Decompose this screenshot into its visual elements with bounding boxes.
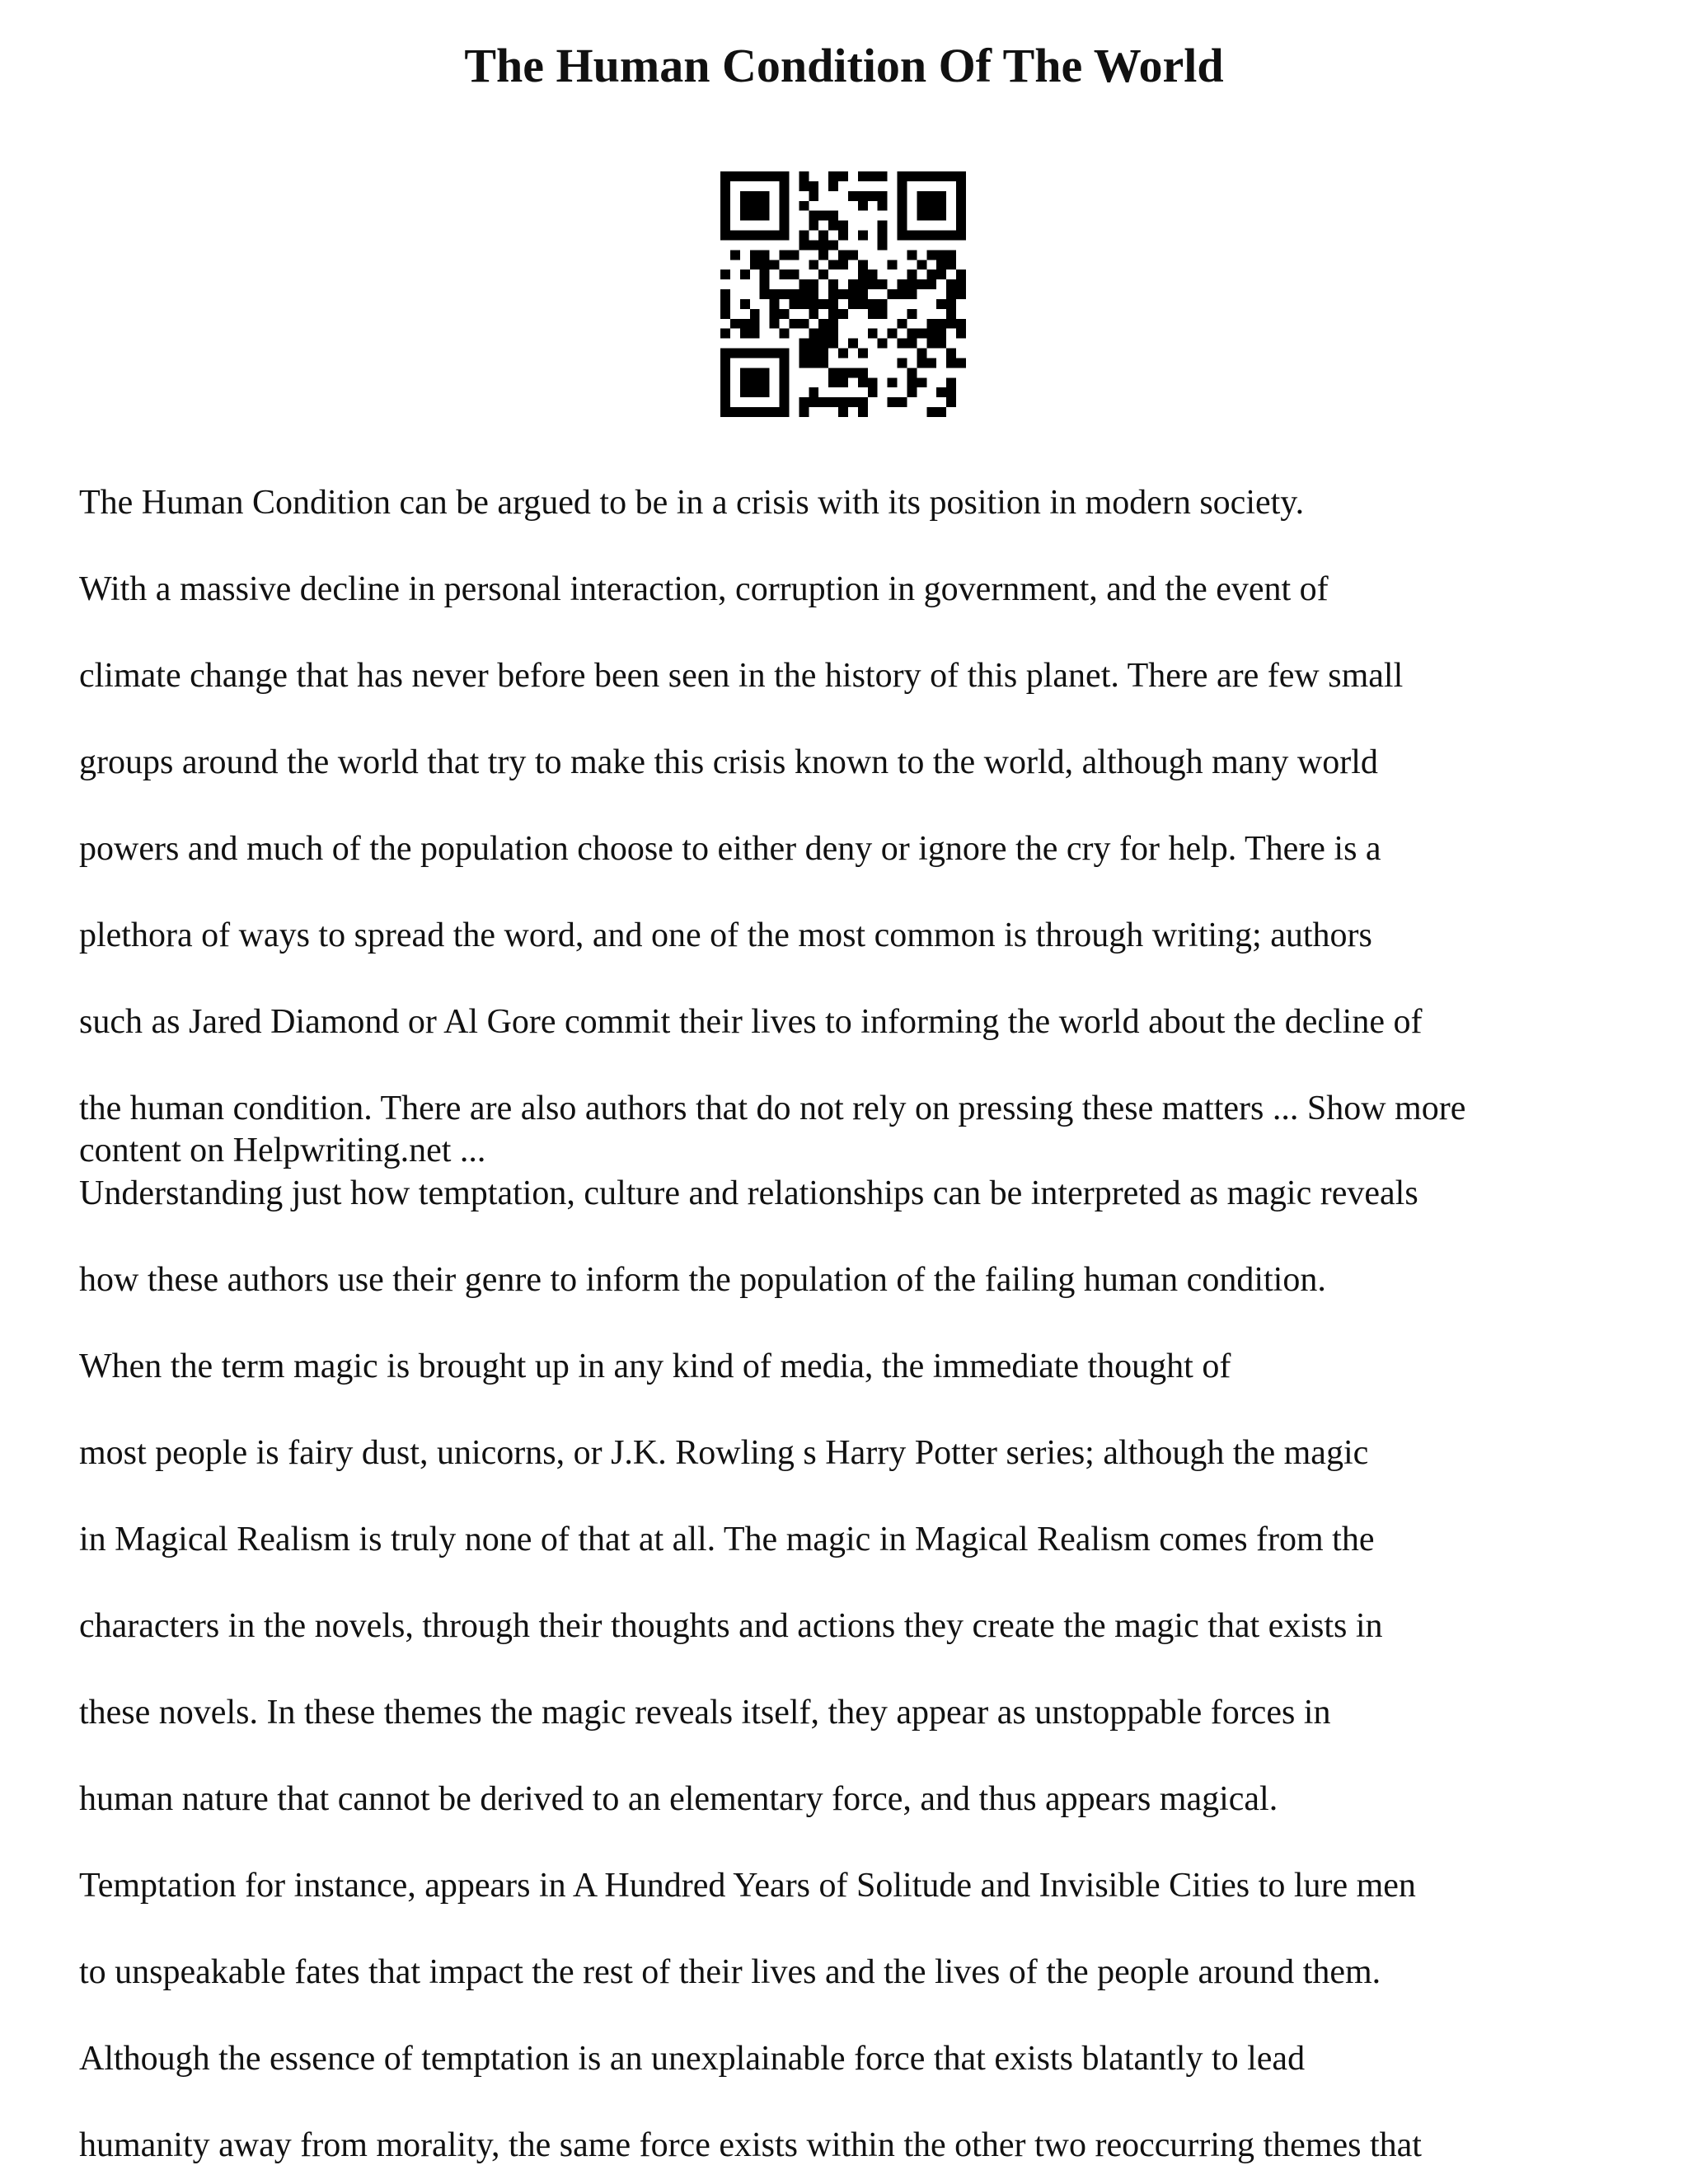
text-line: When the term magic is brought up in any kind of media, the immediate thought of — [79, 1347, 1231, 1385]
text-line: Although the essence of temptation is an unexplainable force that exists blatantly to lead — [79, 2040, 1306, 2078]
text-line: The Human Condition can be argued to be in a crisis with its position in modern society. — [79, 484, 1305, 522]
text-line: humanity away from morality, the same force exists within the other two reoccurring themes that — [79, 2126, 1422, 2164]
text-line: the human condition. There are also authors that do not rely on pressing these matters ... Show more — [79, 1090, 1466, 1127]
text-line: powers and much of the population choose to either deny or ignore the cry for help. There is a — [79, 830, 1381, 868]
text-line: to unspeakable fates that impact the rest of their lives and the lives of the people around them. — [79, 1953, 1381, 1991]
text-line: such as Jared Diamond or Al Gore commit their lives to informing the world about the decline of — [79, 1003, 1423, 1041]
text-line: in Magical Realism is truly none of that at all. The magic in Magical Realism comes from the — [79, 1521, 1375, 1558]
text-line: human nature that cannot be derived to an elementary force, and thus appears magical. — [79, 1780, 1278, 1818]
text-line: With a massive decline in personal interaction, corruption in government, and the event of — [79, 570, 1329, 608]
text-line: content on Helpwriting.net ... — [79, 1132, 486, 1169]
text-line: climate change that has never before been seen in the history of this planet. There are few small — [79, 657, 1404, 695]
text-line: groups around the world that try to make this crisis known to the world, although many world — [79, 743, 1378, 781]
text-line: characters in the novels, through their thoughts and actions they create the magic that exists in — [79, 1607, 1383, 1645]
text-line: plethora of ways to spread the word, and one of the most common is through writing; authors — [79, 916, 1372, 954]
page-title: The Human Condition Of The World — [464, 39, 1224, 92]
text-line: these novels. In these themes the magic reveals itself, they appear as unstoppable forces in — [79, 1694, 1331, 1732]
qr-code-icon — [720, 171, 966, 417]
text-line: Temptation for instance, appears in A Hundred Years of Solitude and Invisible Cities to lure men — [79, 1867, 1416, 1905]
text-line: Understanding just how temptation, culture and relationships can be interpreted as magic reveals — [79, 1174, 1418, 1212]
text-line: how these authors use their genre to inform the population of the failing human condition. — [79, 1261, 1326, 1299]
text-line: most people is fairy dust, unicorns, or J.K. Rowling s Harry Potter series; although the magic — [79, 1434, 1369, 1472]
